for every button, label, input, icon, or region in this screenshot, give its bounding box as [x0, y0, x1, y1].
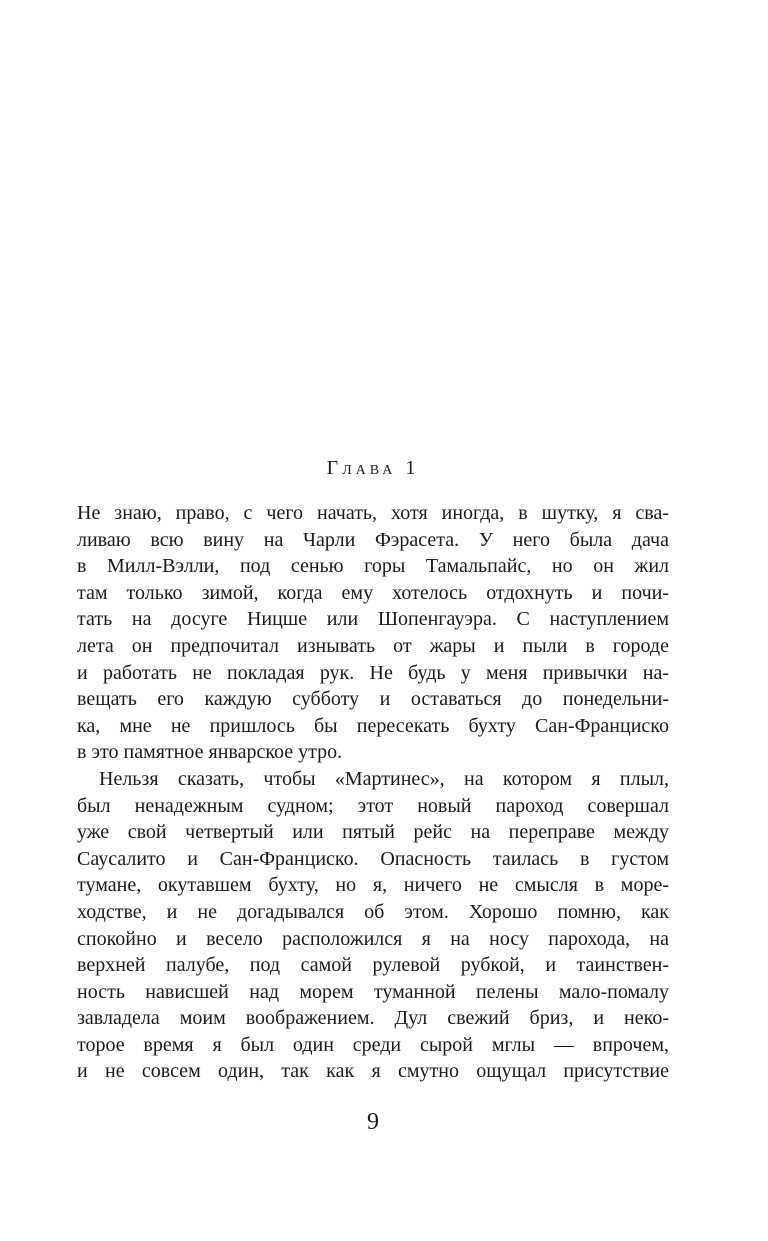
paragraph — [77, 766, 669, 1085]
text-line: тумане, окутавшем бухту, но я, ничего не смысля в море- — [77, 874, 669, 897]
text-line: Нельзя сказать, чтобы «Мартинес», на котором я плыл, — [99, 767, 669, 790]
text-line: в Милл-Вэлли, под сенью горы Тамальпайс, но он жил — [77, 555, 669, 578]
text-line: там только зимой, когда ему хотелось отдохнуть и почи- — [77, 581, 669, 604]
text-line: спокойно и весело расположился я на носу парохода, на — [77, 927, 669, 950]
text-line: верхней палубе, под самой рулевой рубкой, и таинствен- — [77, 954, 669, 977]
text-line: в это памятное январское утро. — [77, 741, 343, 764]
text-line: Не знаю, право, с чего начать, хотя иногда, в шутку, я сва- — [77, 502, 669, 524]
text-line: и работать не покладая рук. Не будь у меня привычки на- — [77, 661, 669, 684]
page-number: 9 — [367, 1109, 379, 1135]
text-line: лета он предпочитал изнывать от жары и пыли в городе — [77, 634, 669, 657]
text-line: Саусалито и Сан-Франциско. Опасность таилась в густом — [77, 847, 669, 870]
text-line: уже свой четвертый или пятый рейс на переправе между — [77, 821, 669, 844]
text-line: ливаю всю вину на Чарли Фэрасета. У него была дача — [77, 528, 669, 551]
chapter-heading: Глава 1 — [326, 457, 420, 479]
text-line: был ненадежным судном; этот новый пароход совершал — [77, 794, 669, 817]
body-text — [77, 500, 669, 1085]
text-line: торое время я был один среди сырой мглы — впрочем, — [77, 1033, 669, 1056]
text-line: завладела моим воображением. Дул свежий бриз, и неко- — [77, 1007, 669, 1030]
text-line: тать на досуге Ницше или Шопенгауэра. С наступлением — [77, 608, 669, 631]
text-line: ка, мне не пришлось бы пересекать бухту Сан-Франциско — [77, 714, 669, 737]
text-line: ходстве, и не догадывался об этом. Хорошо помню, как — [77, 900, 669, 923]
text-line: и не совсем один, так как я смутно ощущал присутствие — [77, 1060, 669, 1083]
text-line: вещать его каждую субботу и оставаться до понедельни- — [77, 688, 669, 711]
text-line: ность нависшей над морем туманной пелены мало-помалу — [77, 980, 669, 1003]
paragraph — [77, 500, 669, 766]
